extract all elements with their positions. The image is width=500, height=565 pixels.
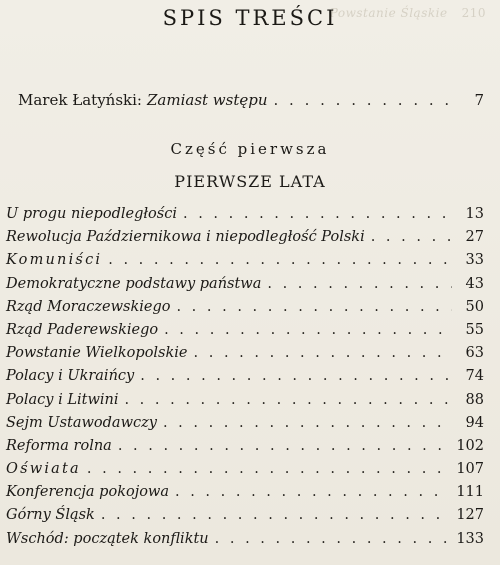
toc-entry-page: 43 bbox=[465, 275, 484, 292]
intro-page-number: 7 bbox=[474, 91, 484, 109]
dot-leader bbox=[371, 229, 452, 245]
toc-entry-title: Oświata bbox=[6, 461, 81, 478]
toc-entry-title: Komuniści bbox=[6, 252, 103, 269]
toc-entry bbox=[6, 507, 484, 530]
toc-entry-page: 94 bbox=[465, 414, 484, 431]
intro-author: Marek Łatyński: bbox=[18, 91, 142, 109]
toc-entry-title: Rząd Moraczewskiego bbox=[6, 298, 171, 315]
toc-entry-page: 88 bbox=[465, 391, 484, 408]
toc-entry-page: 111 bbox=[456, 484, 484, 501]
toc-entry-page: 27 bbox=[465, 229, 484, 246]
page-title: SPIS TREŚCI bbox=[162, 6, 338, 30]
dot-leader bbox=[164, 322, 452, 338]
toc-entry-title: Górny Śląsk bbox=[6, 507, 95, 524]
dot-leader bbox=[87, 461, 450, 477]
intro-title: Zamiast wstępu bbox=[146, 91, 268, 109]
toc-entry-page: 50 bbox=[465, 298, 484, 315]
toc-entry bbox=[6, 276, 484, 299]
toc-entry-title: Konferencja pokojowa bbox=[6, 484, 169, 501]
toc-entry bbox=[6, 461, 484, 484]
toc-entry bbox=[6, 438, 484, 461]
toc-entry bbox=[6, 484, 484, 507]
toc-entry bbox=[6, 322, 484, 345]
toc-entry bbox=[6, 531, 484, 554]
dot-leader bbox=[163, 415, 452, 431]
dot-leader bbox=[274, 91, 452, 109]
toc-entry bbox=[6, 392, 484, 415]
toc-entry-title: Rewolucja Październikowa i niepodległość Polski bbox=[6, 229, 365, 246]
dot-leader bbox=[118, 438, 451, 454]
toc-entry-title: Demokratyczne podstawy państwa bbox=[6, 275, 262, 292]
dot-leader bbox=[124, 392, 452, 408]
toc-entry-title: Powstanie Wielkopolskie bbox=[6, 345, 188, 362]
toc-entry-title: Rząd Paderewskiego bbox=[6, 321, 159, 338]
dot-leader bbox=[183, 206, 452, 222]
toc-entry-page: 33 bbox=[465, 252, 484, 269]
toc-entry-page: 107 bbox=[456, 461, 484, 478]
dot-leader bbox=[215, 531, 451, 547]
dot-leader bbox=[140, 368, 452, 384]
dot-leader bbox=[194, 345, 452, 361]
toc-entry-page: 74 bbox=[465, 368, 484, 385]
bleed-through-title: Powstanie Śląskie bbox=[329, 6, 448, 20]
toc-entry-page: 55 bbox=[465, 321, 484, 338]
toc-entry-page: 63 bbox=[465, 345, 484, 362]
dot-leader bbox=[267, 276, 452, 292]
toc-entry-title: Wschód: początek konfliktu bbox=[6, 530, 209, 547]
toc-entry bbox=[6, 252, 484, 275]
toc-entry-title: Sejm Ustawodawczy bbox=[6, 414, 157, 431]
toc-entry bbox=[6, 299, 484, 322]
bleed-through-page: 210 bbox=[461, 6, 486, 20]
toc-entry-page: 13 bbox=[465, 206, 484, 222]
toc-intro-row bbox=[18, 91, 484, 109]
section-title: PIERWSZE LATA bbox=[174, 172, 326, 191]
toc-entry-title: U progu niepodległości bbox=[6, 206, 177, 222]
toc-entry-title: Reforma rolna bbox=[6, 437, 112, 454]
toc-entry bbox=[6, 229, 484, 252]
dot-leader bbox=[108, 252, 452, 268]
toc-entry bbox=[6, 415, 484, 438]
toc-entry-title: Polacy i Litwini bbox=[6, 391, 119, 408]
toc-entry-page: 102 bbox=[456, 437, 484, 454]
toc-list bbox=[6, 206, 484, 554]
dot-leader bbox=[175, 484, 450, 500]
part-label: Część pierwsza bbox=[170, 140, 330, 158]
toc-entry bbox=[6, 345, 484, 368]
toc-entry-title: Polacy i Ukraińcy bbox=[6, 368, 135, 385]
toc-entry-page: 133 bbox=[456, 530, 484, 547]
dot-leader bbox=[176, 299, 452, 315]
dot-leader bbox=[101, 507, 450, 523]
toc-entry bbox=[6, 368, 484, 391]
toc-entry-page: 127 bbox=[456, 507, 484, 524]
toc-entry bbox=[6, 206, 484, 229]
